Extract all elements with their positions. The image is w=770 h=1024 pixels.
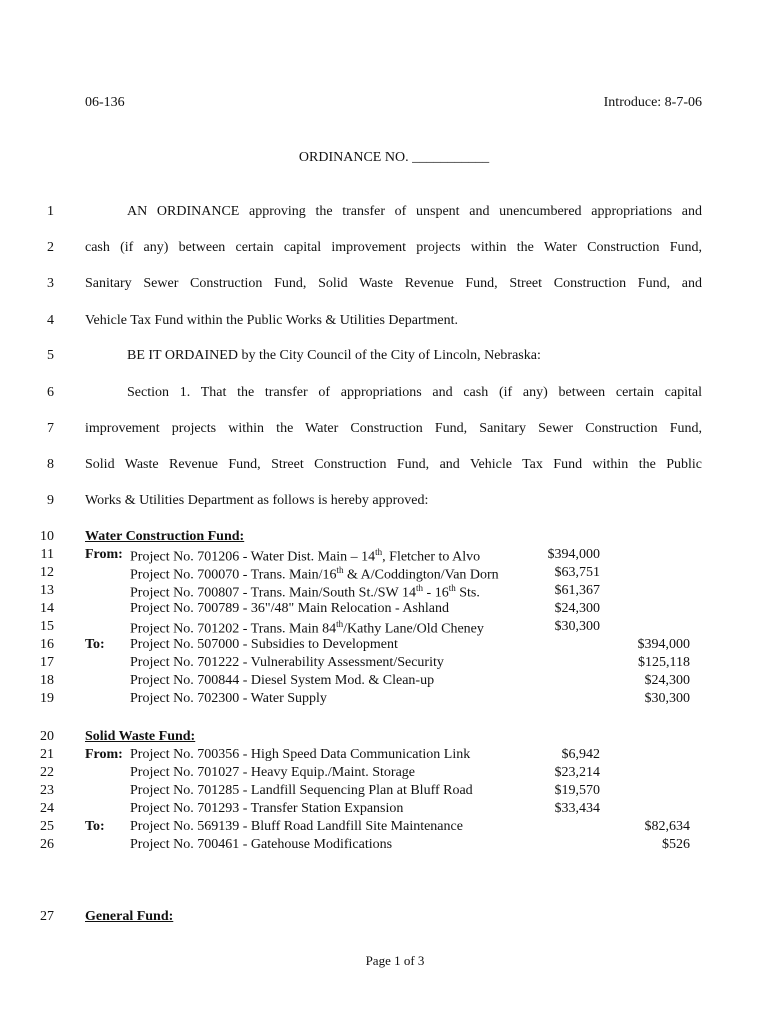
- ordinance-title: ORDINANCE NO. ___________: [298, 150, 490, 165]
- project-description: Project No. 507000 - Subsidies to Development: [130, 637, 398, 652]
- line-number: 8: [47, 457, 54, 472]
- to-amount: $394,000: [637, 637, 690, 652]
- row-label: From:: [85, 547, 123, 562]
- project-description: Project No. 701202 - Trans. Main 84th/Kathy Lane/Old Cheney: [130, 619, 484, 637]
- line-number: 22: [40, 765, 54, 780]
- project-description: Project No. 700789 - 36"/48" Main Relocation - Ashland: [130, 601, 449, 616]
- line-number: 23: [40, 783, 54, 798]
- line-number: 10: [40, 529, 54, 544]
- line-number: 26: [40, 837, 54, 852]
- to-amount: $526: [662, 837, 690, 852]
- body-line: Vehicle Tax Fund within the Public Works & Utilities Department.: [85, 313, 458, 328]
- body-line: AN ORDINANCE approving the transfer of unspent and unencumbered appropriations and: [127, 204, 702, 219]
- line-number: 17: [40, 655, 54, 670]
- row-label: To:: [85, 819, 105, 834]
- line-number: 6: [47, 385, 54, 400]
- body-line: BE IT ORDAINED by the City Council of the City of Lincoln, Nebraska:: [127, 348, 541, 363]
- to-amount: $125,118: [638, 655, 690, 670]
- project-description: Project No. 700070 - Trans. Main/16th & A/Coddington/Van Dorn: [130, 565, 499, 583]
- body-line: cash (if any) between certain capital improvement projects within the Water Construction Fund,: [85, 240, 702, 255]
- body-line: Works & Utilities Department as follows is hereby approved:: [85, 493, 429, 508]
- from-amount: $33,434: [554, 801, 600, 816]
- section-heading: General Fund:: [85, 909, 174, 924]
- project-description: Project No. 700461 - Gatehouse Modifications: [130, 837, 393, 852]
- body-line: Section 1. That the transfer of appropriations and cash (if any) between certain capital: [127, 385, 702, 400]
- line-number: 7: [47, 421, 54, 436]
- line-number: 9: [47, 493, 54, 508]
- to-amount: $82,634: [644, 819, 690, 834]
- from-amount: $63,751: [554, 565, 600, 580]
- line-number: 15: [40, 619, 54, 634]
- document-number: 06-136: [85, 95, 125, 110]
- line-number: 11: [40, 547, 54, 562]
- line-number: 24: [40, 801, 54, 816]
- project-description: Project No. 702300 - Water Supply: [130, 691, 327, 706]
- line-number: 13: [40, 583, 54, 598]
- line-number: 1: [47, 204, 54, 219]
- line-number: 12: [40, 565, 54, 580]
- body-line: Solid Waste Revenue Fund, Street Construction Fund, and Vehicle Tax Fund within the Public: [85, 457, 702, 472]
- from-amount: $24,300: [554, 601, 600, 616]
- body-line: improvement projects within the Water Construction Fund, Sanitary Sewer Construction Fund,: [85, 421, 702, 436]
- project-description: Project No. 569139 - Bluff Road Landfill Site Maintenance: [130, 819, 463, 834]
- row-label: To:: [85, 637, 105, 652]
- line-number: 20: [40, 729, 54, 744]
- to-amount: $24,300: [644, 673, 690, 688]
- project-description: Project No. 700356 - High Speed Data Communication Link: [130, 747, 471, 762]
- from-amount: $6,942: [561, 747, 600, 762]
- line-number: 14: [40, 601, 54, 616]
- line-number: 27: [40, 909, 54, 924]
- row-label: From:: [85, 747, 123, 762]
- from-amount: $394,000: [547, 547, 600, 562]
- line-number: 2: [47, 240, 54, 255]
- line-number: 3: [47, 276, 54, 291]
- line-number: 18: [40, 673, 54, 688]
- body-line: Sanitary Sewer Construction Fund, Solid Waste Revenue Fund, Street Construction Fund, and: [85, 276, 702, 291]
- line-number: 16: [40, 637, 54, 652]
- to-amount: $30,300: [644, 691, 690, 706]
- section-heading: Water Construction Fund:: [85, 529, 245, 544]
- from-amount: $30,300: [554, 619, 600, 634]
- introduce-date: Introduce: 8-7-06: [603, 95, 702, 110]
- project-description: Project No. 701222 - Vulnerability Assessment/Security: [130, 655, 444, 670]
- line-number: 25: [40, 819, 54, 834]
- line-number: 5: [47, 348, 54, 363]
- line-number: 19: [40, 691, 54, 706]
- from-amount: $19,570: [554, 783, 600, 798]
- from-amount: $23,214: [554, 765, 600, 780]
- project-description: Project No. 700807 - Trans. Main/South St./SW 14th - 16th Sts.: [130, 583, 480, 601]
- project-description: Project No. 701027 - Heavy Equip./Maint. Storage: [130, 765, 416, 780]
- page-footer: Page 1 of 3: [365, 953, 425, 968]
- project-description: Project No. 701206 - Water Dist. Main – 14th, Fletcher to Alvo: [130, 547, 481, 565]
- section-heading: Solid Waste Fund:: [85, 729, 196, 744]
- line-number: 21: [40, 747, 54, 762]
- project-description: Project No. 701285 - Landfill Sequencing Plan at Bluff Road: [130, 783, 473, 798]
- from-amount: $61,367: [554, 583, 600, 598]
- project-description: Project No. 700844 - Diesel System Mod. & Clean-up: [130, 673, 435, 688]
- project-description: Project No. 701293 - Transfer Station Expansion: [130, 801, 404, 816]
- line-number: 4: [47, 313, 54, 328]
